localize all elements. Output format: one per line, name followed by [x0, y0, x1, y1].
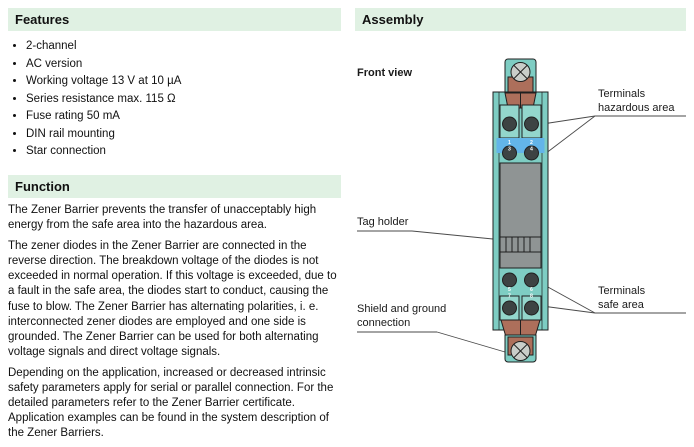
- callout-line: Shield and ground: [357, 303, 447, 315]
- terminal-safe-5: [503, 273, 517, 287]
- terminal-number: 8: [530, 293, 533, 300]
- feature-item: • Working voltage 13 V at 10 µA: [26, 75, 346, 87]
- function-title: Function: [15, 179, 70, 194]
- function-body-text: [8, 203, 344, 447]
- features-list: [12, 40, 346, 163]
- features-section-header: [8, 8, 341, 31]
- assembly-section-header: [355, 8, 686, 31]
- terminal-safe-8: [525, 301, 539, 315]
- terminal-hazardous-2: [525, 117, 539, 131]
- terminals-safe-callout: [598, 285, 645, 312]
- feature-item: • Star connection: [26, 145, 346, 157]
- function-paragraph: The zener diodes in the Zener Barrier are connected in the reverse direction. The breakdown voltage of the diodes is not exceeded in normal operation. If this voltage is exceeded, due to a fault in the safe area, the diodes start to conduct, causing the fuse to blow. The Zener Barrier has alternating polarities, i. e. interconnected zener diodes are employed and one side is grounded. The Zener Barrier can be used for both alternating voltage signals and direct voltage signals.: [8, 240, 337, 358]
- feature-item: • AC version: [26, 58, 346, 70]
- terminal-number: 4: [530, 146, 533, 153]
- feature-item: • Series resistance max. 115 Ω: [26, 93, 346, 105]
- top-ground-screw-icon: [511, 63, 530, 82]
- terminal-number: 7: [508, 293, 511, 300]
- feature-item: • Fuse rating 50 mA: [26, 110, 346, 122]
- terminal-hazardous-1: [503, 117, 517, 131]
- function-paragraph: The Zener Barrier prevents the transfer of unacceptably high energy from the safe area into the hazardous area.: [8, 204, 317, 232]
- assembly-title: Assembly: [362, 12, 424, 27]
- features-title: Features: [15, 12, 70, 27]
- front-label-panel: [500, 163, 541, 237]
- callout-line: Terminals: [598, 285, 646, 297]
- terminal-number: 2: [530, 140, 533, 146]
- terminal-number: 3: [508, 146, 511, 153]
- terminal-safe-6: [525, 273, 539, 287]
- shield-ground-screw-icon: [511, 342, 530, 361]
- tag-holder: [500, 237, 541, 252]
- terminal-number: 5: [508, 287, 511, 293]
- lower-panel: [500, 252, 541, 268]
- terminal-number: 1: [508, 140, 511, 146]
- device-front-view: [493, 59, 548, 362]
- shield-ground-callout: [357, 303, 446, 330]
- callout-line: Terminals: [598, 88, 646, 100]
- callout-line: safe area: [598, 298, 644, 311]
- callout-line: connection: [357, 316, 411, 329]
- function-section-header: [8, 175, 341, 198]
- feature-item: • 2-channel: [26, 40, 346, 52]
- feature-item: • DIN rail mounting: [26, 128, 346, 140]
- terminals-hazardous-callout: [598, 88, 674, 115]
- terminal-safe-7: [503, 301, 517, 315]
- function-paragraph: Depending on the application, increased or decreased intrinsic safety parameters apply for serial or parallel connection. For the detailed parameters refer to the Zener Barrier certificate. Application examples can be found in the system description of the Zener Barriers.: [8, 366, 334, 440]
- tag-holder-callout: Tag holder: [357, 216, 409, 228]
- terminal-number: 6: [530, 287, 533, 293]
- callout-line: hazardous area: [598, 101, 675, 114]
- front-view-label: Front view: [357, 67, 413, 79]
